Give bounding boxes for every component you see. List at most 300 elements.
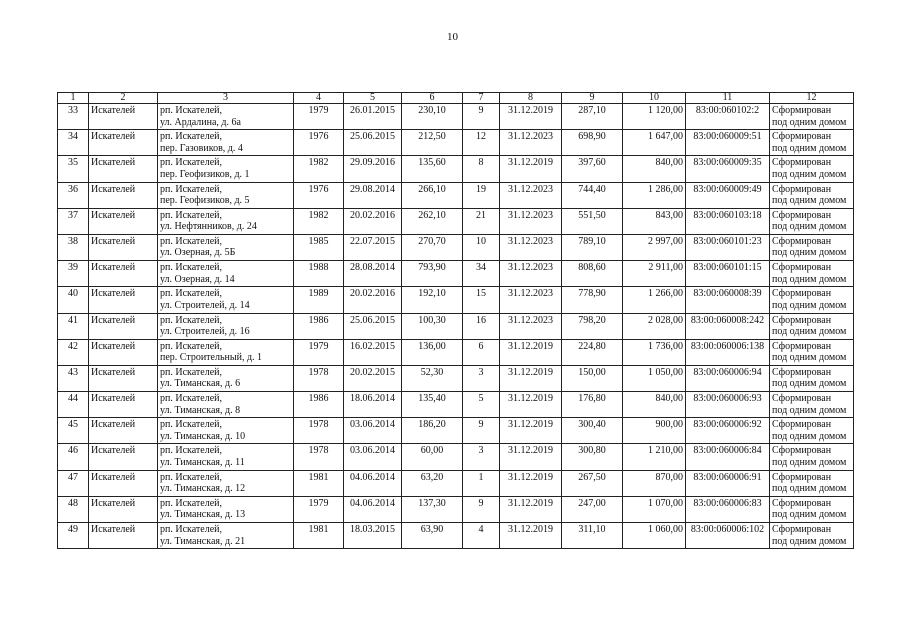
table-row	[58, 261, 854, 287]
district-cell: Искателей	[89, 182, 158, 208]
status-cell	[770, 261, 854, 287]
deadline-cell: 31.12.2023	[500, 130, 562, 156]
area-cell: 793,90	[402, 261, 463, 287]
address-cell-line-2: пер. Газовиков, д. 4	[160, 142, 243, 154]
row-number: 49	[58, 523, 89, 549]
residents-cell: 6	[463, 339, 500, 365]
cost-cell: 1 647,00	[623, 130, 686, 156]
status-cell-line-1: Сформирован	[772, 340, 832, 352]
cost-cell: 2 911,00	[623, 261, 686, 287]
col-4-header: 4	[294, 93, 344, 104]
status-cell-line-2: под одним домом	[772, 352, 847, 364]
housing-register-table	[57, 92, 854, 549]
cadastre-number-cell: 83:00:060008:39	[686, 287, 770, 313]
header-row	[58, 93, 854, 104]
year-cell: 1985	[294, 234, 344, 260]
address-cell-line-1: рп. Искателей,	[160, 209, 222, 221]
status-cell	[770, 287, 854, 313]
cadastre-number-cell: 83:00:060006:92	[686, 418, 770, 444]
cadastre-number-cell: 83:00:060006:94	[686, 365, 770, 391]
cadastre-number-cell: 83:00:060006:84	[686, 444, 770, 470]
area-cell: 63,20	[402, 470, 463, 496]
area-cell: 137,30	[402, 496, 463, 522]
residents-cell: 9	[463, 418, 500, 444]
row-number: 42	[58, 339, 89, 365]
area-total-cell: 397,60	[562, 156, 623, 182]
year-cell: 1982	[294, 208, 344, 234]
date-cell: 03.06.2014	[344, 418, 402, 444]
cost-cell: 1 210,00	[623, 444, 686, 470]
area-total-cell: 551,50	[562, 208, 623, 234]
address-cell-line-2: ул. Озерная, д. 5Б	[160, 247, 236, 259]
cost-cell: 843,00	[623, 208, 686, 234]
residents-cell: 4	[463, 523, 500, 549]
area-cell: 266,10	[402, 182, 463, 208]
row-number: 40	[58, 287, 89, 313]
col-6-header: 6	[402, 93, 463, 104]
cadastre-number-cell: 83:00:060006:138	[686, 339, 770, 365]
row-number: 45	[58, 418, 89, 444]
district-cell: Искателей	[89, 470, 158, 496]
address-cell-line-1: рп. Искателей,	[160, 524, 222, 535]
status-cell	[770, 339, 854, 365]
address-cell	[158, 261, 294, 287]
year-cell: 1981	[294, 470, 344, 496]
row-number: 41	[58, 313, 89, 339]
address-cell	[158, 287, 294, 313]
residents-cell: 15	[463, 287, 500, 313]
status-cell-line-2: под одним домом	[772, 247, 847, 259]
status-cell-line-1: Сформирован	[772, 497, 832, 509]
year-cell: 1976	[294, 130, 344, 156]
col-11-header: 11	[686, 93, 770, 104]
col-9-header: 9	[562, 93, 623, 104]
address-cell	[158, 208, 294, 234]
status-cell	[770, 208, 854, 234]
date-cell: 25.06.2015	[344, 130, 402, 156]
row-number: 48	[58, 496, 89, 522]
address-cell-line-1: рп. Искателей,	[160, 314, 222, 326]
year-cell: 1978	[294, 365, 344, 391]
year-cell: 1978	[294, 444, 344, 470]
address-cell-line-2: ул. Тиманская, д. 6	[160, 378, 241, 390]
table-row	[58, 418, 854, 444]
address-cell	[158, 104, 294, 130]
date-cell: 28.08.2014	[344, 261, 402, 287]
year-cell: 1979	[294, 104, 344, 130]
address-cell-line-1: рп. Искателей,	[160, 340, 222, 352]
address-cell	[158, 392, 294, 418]
table-row	[58, 392, 854, 418]
district-cell: Искателей	[89, 365, 158, 391]
address-cell	[158, 156, 294, 182]
residents-cell: 34	[463, 261, 500, 287]
district-cell: Искателей	[89, 418, 158, 444]
cost-cell: 1 736,00	[623, 339, 686, 365]
status-cell-line-1: Сформирован	[772, 209, 832, 221]
table-row	[58, 287, 854, 313]
row-number: 34	[58, 130, 89, 156]
cadastre-number-cell: 83:00:060101:23	[686, 234, 770, 260]
status-cell-line-1: Сформирован	[772, 314, 832, 326]
col-7-header: 7	[463, 93, 500, 104]
residents-cell: 8	[463, 156, 500, 182]
cadastre-number-cell: 83:00:060103:18	[686, 208, 770, 234]
address-cell-line-1: рп. Искателей,	[160, 445, 222, 457]
residents-cell: 9	[463, 104, 500, 130]
date-cell: 22.07.2015	[344, 234, 402, 260]
status-cell-line-2: под одним домом	[772, 404, 847, 416]
status-cell	[770, 182, 854, 208]
col-12-header: 12	[770, 93, 854, 104]
status-cell-line-1: Сформирован	[772, 183, 832, 195]
status-cell	[770, 365, 854, 391]
residents-cell: 5	[463, 392, 500, 418]
area-total-cell: 744,40	[562, 182, 623, 208]
status-cell-line-2: под одним домом	[772, 168, 847, 180]
district-cell: Искателей	[89, 234, 158, 260]
area-total-cell: 311,10	[562, 523, 623, 549]
date-cell: 26.01.2015	[344, 104, 402, 130]
year-cell: 1981	[294, 523, 344, 549]
area-total-cell: 698,90	[562, 130, 623, 156]
status-cell-line-1: Сформирован	[772, 366, 832, 378]
area-cell: 52,30	[402, 365, 463, 391]
address-cell-line-1: рп. Искателей,	[160, 105, 222, 116]
status-cell-line-2: под одним домом	[772, 456, 847, 468]
status-cell	[770, 104, 854, 130]
page-number: 10	[447, 31, 458, 43]
status-cell	[770, 470, 854, 496]
status-cell-line-2: под одним домом	[772, 509, 847, 521]
status-cell-line-2: под одним домом	[772, 116, 847, 128]
table-row	[58, 130, 854, 156]
cadastre-number-cell: 83:00:060102:2	[686, 104, 770, 130]
table-row	[58, 182, 854, 208]
area-cell: 270,70	[402, 234, 463, 260]
area-total-cell: 247,00	[562, 496, 623, 522]
year-cell: 1978	[294, 418, 344, 444]
area-cell: 100,30	[402, 313, 463, 339]
district-cell: Искателей	[89, 392, 158, 418]
deadline-cell: 31.12.2019	[500, 496, 562, 522]
status-cell-line-1: Сформирован	[772, 445, 832, 457]
cadastre-number-cell: 83:00:060009:49	[686, 182, 770, 208]
col-8-header: 8	[500, 93, 562, 104]
address-cell-line-1: рп. Искателей,	[160, 497, 222, 509]
table-row	[58, 470, 854, 496]
date-cell: 04.06.2014	[344, 496, 402, 522]
address-cell-line-2: пер. Геофизиков, д. 1	[160, 168, 250, 180]
status-cell-line-2: под одним домом	[772, 299, 847, 311]
address-cell-line-2: ул. Строителей, д. 14	[160, 299, 250, 311]
address-cell-line-2: пер. Строительный, д. 1	[160, 352, 263, 364]
cadastre-number-cell: 83:00:060006:93	[686, 392, 770, 418]
address-cell	[158, 182, 294, 208]
district-cell: Искателей	[89, 287, 158, 313]
table-row	[58, 313, 854, 339]
area-total-cell: 224,80	[562, 339, 623, 365]
row-number: 35	[58, 156, 89, 182]
table-row	[58, 156, 854, 182]
row-number: 39	[58, 261, 89, 287]
area-total-cell: 789,10	[562, 234, 623, 260]
date-cell: 16.02.2015	[344, 339, 402, 365]
address-cell-line-1: рп. Искателей,	[160, 393, 222, 405]
year-cell: 1982	[294, 156, 344, 182]
cost-cell: 840,00	[623, 156, 686, 182]
col-1-header: 1	[58, 93, 89, 104]
area-total-cell: 287,10	[562, 104, 623, 130]
row-number: 46	[58, 444, 89, 470]
deadline-cell: 31.12.2019	[500, 339, 562, 365]
address-cell-line-2: ул. Тиманская, д. 12	[160, 483, 246, 495]
address-cell-line-2: пер. Геофизиков, д. 5	[160, 195, 250, 207]
deadline-cell: 31.12.2023	[500, 234, 562, 260]
area-total-cell: 798,20	[562, 313, 623, 339]
residents-cell: 19	[463, 182, 500, 208]
cost-cell: 1 060,00	[623, 523, 686, 549]
row-number: 37	[58, 208, 89, 234]
table-row	[58, 339, 854, 365]
status-cell-line-2: под одним домом	[772, 430, 847, 442]
district-cell: Искателей	[89, 496, 158, 522]
status-cell-line-2: под одним домом	[772, 273, 847, 285]
address-cell-line-1: рп. Искателей,	[160, 288, 222, 300]
status-cell-line-1: Сформирован	[772, 157, 832, 169]
deadline-cell: 31.12.2019	[500, 104, 562, 130]
address-cell-line-2: ул. Тиманская, д. 10	[160, 430, 246, 442]
address-cell-line-1: рп. Искателей,	[160, 419, 222, 431]
status-cell	[770, 392, 854, 418]
cost-cell: 1 070,00	[623, 496, 686, 522]
cadastre-number-cell: 83:00:060006:91	[686, 470, 770, 496]
district-cell: Искателей	[89, 104, 158, 130]
status-cell	[770, 130, 854, 156]
address-cell	[158, 130, 294, 156]
status-cell	[770, 523, 854, 549]
table-row	[58, 208, 854, 234]
cost-cell: 1 120,00	[623, 104, 686, 130]
status-cell-line-1: Сформирован	[772, 393, 832, 405]
status-cell-line-1: Сформирован	[772, 131, 832, 143]
table-row	[58, 365, 854, 391]
address-cell-line-2: ул. Строителей, д. 16	[160, 326, 250, 337]
cost-cell: 900,00	[623, 418, 686, 444]
residents-cell: 9	[463, 496, 500, 522]
date-cell: 03.06.2014	[344, 444, 402, 470]
residents-cell: 10	[463, 234, 500, 260]
area-cell: 60,00	[402, 444, 463, 470]
table-row	[58, 234, 854, 260]
area-cell: 135,60	[402, 156, 463, 182]
area-total-cell: 150,00	[562, 365, 623, 391]
row-number: 33	[58, 104, 89, 130]
table-row	[58, 444, 854, 470]
status-cell	[770, 418, 854, 444]
district-cell: Искателей	[89, 130, 158, 156]
residents-cell: 3	[463, 365, 500, 391]
address-cell-line-2: ул. Нефтянников, д. 24	[160, 221, 257, 233]
area-cell: 262,10	[402, 208, 463, 234]
deadline-cell: 31.12.2023	[500, 313, 562, 339]
cost-cell: 870,00	[623, 470, 686, 496]
cost-cell: 2 028,00	[623, 313, 686, 339]
cost-cell: 1 050,00	[623, 365, 686, 391]
deadline-cell: 31.12.2019	[500, 365, 562, 391]
status-cell-line-2: под одним домом	[772, 535, 847, 547]
address-cell-line-2: ул. Тиманская, д. 13	[160, 509, 246, 521]
year-cell: 1979	[294, 496, 344, 522]
date-cell: 04.06.2014	[344, 470, 402, 496]
address-cell	[158, 470, 294, 496]
area-total-cell: 778,90	[562, 287, 623, 313]
date-cell: 29.08.2014	[344, 182, 402, 208]
residents-cell: 12	[463, 130, 500, 156]
address-cell	[158, 444, 294, 470]
area-cell: 212,50	[402, 130, 463, 156]
table-row	[58, 496, 854, 522]
date-cell: 20.02.2015	[344, 365, 402, 391]
status-cell-line-2: под одним домом	[772, 378, 847, 390]
cadastre-number-cell: 83:00:060006:83	[686, 496, 770, 522]
cost-cell: 2 997,00	[623, 234, 686, 260]
status-cell-line-2: под одним домом	[772, 221, 847, 233]
date-cell: 20.02.2016	[344, 208, 402, 234]
address-cell-line-1: рп. Искателей,	[160, 262, 222, 274]
status-cell-line-1: Сформирован	[772, 419, 832, 431]
address-cell-line-2: ул. Тиманская, д. 8	[160, 404, 241, 416]
cost-cell: 1 286,00	[623, 182, 686, 208]
address-cell-line-1: рп. Искателей,	[160, 471, 222, 483]
area-cell: 135,40	[402, 392, 463, 418]
area-cell: 230,10	[402, 104, 463, 130]
year-cell: 1976	[294, 182, 344, 208]
year-cell: 1989	[294, 287, 344, 313]
district-cell: Искателей	[89, 208, 158, 234]
date-cell: 20.02.2016	[344, 287, 402, 313]
district-cell: Искателей	[89, 261, 158, 287]
deadline-cell: 31.12.2023	[500, 208, 562, 234]
address-cell	[158, 365, 294, 391]
residents-cell: 16	[463, 313, 500, 339]
year-cell: 1986	[294, 313, 344, 339]
address-cell-line-1: рп. Искателей,	[160, 131, 222, 143]
address-cell-line-1: рп. Искателей,	[160, 366, 222, 378]
status-cell-line-1: Сформирован	[772, 471, 832, 483]
area-total-cell: 808,60	[562, 261, 623, 287]
area-cell: 192,10	[402, 287, 463, 313]
status-cell	[770, 496, 854, 522]
status-cell-line-2: под одним домом	[772, 326, 847, 337]
date-cell: 18.03.2015	[344, 523, 402, 549]
cost-cell: 840,00	[623, 392, 686, 418]
row-number: 36	[58, 182, 89, 208]
residents-cell: 3	[463, 444, 500, 470]
year-cell: 1988	[294, 261, 344, 287]
area-total-cell: 267,50	[562, 470, 623, 496]
area-cell: 63,90	[402, 523, 463, 549]
area-cell: 136,00	[402, 339, 463, 365]
deadline-cell: 31.12.2023	[500, 261, 562, 287]
status-cell-line-2: под одним домом	[772, 483, 847, 495]
cost-cell: 1 266,00	[623, 287, 686, 313]
area-total-cell: 300,80	[562, 444, 623, 470]
deadline-cell: 31.12.2019	[500, 156, 562, 182]
address-cell	[158, 418, 294, 444]
col-3-header: 3	[158, 93, 294, 104]
address-cell	[158, 496, 294, 522]
cadastre-number-cell: 83:00:060006:102	[686, 523, 770, 549]
address-cell-line-2: ул. Озерная, д. 14	[160, 273, 235, 285]
deadline-cell: 31.12.2019	[500, 418, 562, 444]
date-cell: 18.06.2014	[344, 392, 402, 418]
address-cell	[158, 523, 294, 549]
residents-cell: 21	[463, 208, 500, 234]
deadline-cell: 31.12.2019	[500, 523, 562, 549]
deadline-cell: 31.12.2023	[500, 182, 562, 208]
date-cell: 29.09.2016	[344, 156, 402, 182]
row-number: 38	[58, 234, 89, 260]
status-cell	[770, 313, 854, 339]
status-cell-line-1: Сформирован	[772, 288, 832, 300]
status-cell-line-2: под одним домом	[772, 195, 847, 207]
deadline-cell: 31.12.2019	[500, 470, 562, 496]
deadline-cell: 31.12.2019	[500, 444, 562, 470]
status-cell	[770, 156, 854, 182]
cadastre-number-cell: 83:00:060009:51	[686, 130, 770, 156]
address-cell-line-2: ул. Тиманская, д. 11	[160, 456, 245, 468]
year-cell: 1979	[294, 339, 344, 365]
address-cell	[158, 339, 294, 365]
row-number: 43	[58, 365, 89, 391]
status-cell-line-1: Сформирован	[772, 262, 832, 274]
cadastre-number-cell: 83:00:060008:242	[686, 313, 770, 339]
col-2-header: 2	[89, 93, 158, 104]
address-cell-line-2: ул. Ардалина, д. 6а	[160, 116, 241, 128]
district-cell: Искателей	[89, 313, 158, 339]
cadastre-number-cell: 83:00:060101:15	[686, 261, 770, 287]
address-cell-line-1: рп. Искателей,	[160, 183, 222, 195]
area-cell: 186,20	[402, 418, 463, 444]
deadline-cell: 31.12.2019	[500, 392, 562, 418]
address-cell-line-2: ул. Тиманская, д. 21	[160, 535, 246, 547]
deadline-cell: 31.12.2023	[500, 287, 562, 313]
address-cell-line-1: рп. Искателей,	[160, 157, 222, 169]
address-cell	[158, 313, 294, 339]
status-cell-line-1: Сформирован	[772, 524, 832, 535]
status-cell-line-2: под одним домом	[772, 142, 847, 154]
district-cell: Искателей	[89, 523, 158, 549]
status-cell	[770, 444, 854, 470]
district-cell: Искателей	[89, 444, 158, 470]
year-cell: 1986	[294, 392, 344, 418]
district-cell: Искателей	[89, 339, 158, 365]
address-cell	[158, 234, 294, 260]
row-number: 44	[58, 392, 89, 418]
status-cell	[770, 234, 854, 260]
date-cell: 25.06.2015	[344, 313, 402, 339]
area-total-cell: 176,80	[562, 392, 623, 418]
col-5-header: 5	[344, 93, 402, 104]
area-total-cell: 300,40	[562, 418, 623, 444]
cadastre-number-cell: 83:00:060009:35	[686, 156, 770, 182]
district-cell: Искателей	[89, 156, 158, 182]
residents-cell: 1	[463, 470, 500, 496]
table-row	[58, 523, 854, 549]
col-10-header: 10	[623, 93, 686, 104]
status-cell-line-1: Сформирован	[772, 105, 832, 116]
